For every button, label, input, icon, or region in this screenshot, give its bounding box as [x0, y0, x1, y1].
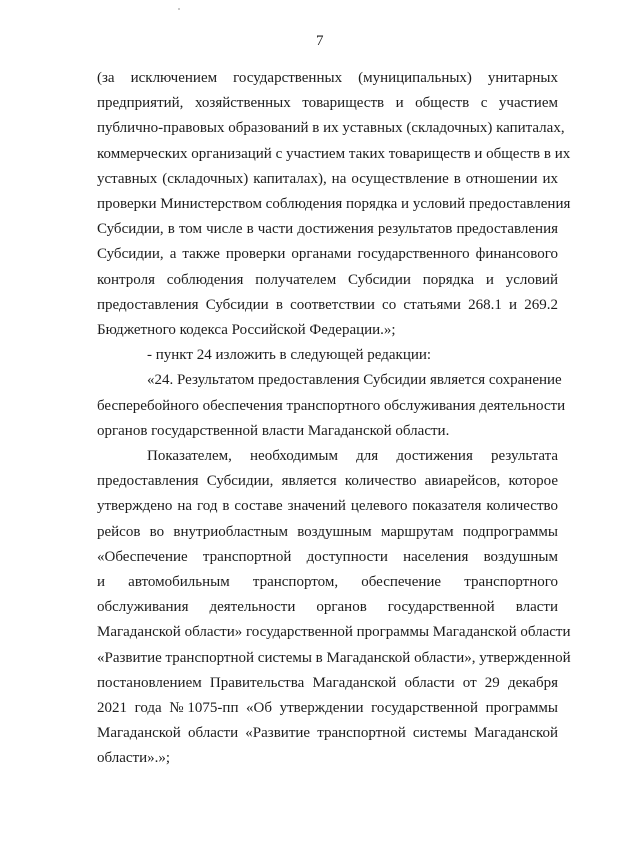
text-line: «Обеспечение транспортной доступности населения воздушным — [97, 548, 558, 565]
text-line: постановлением Правительства Магаданской области от 29 декабря — [97, 674, 558, 691]
paragraph-continuation — [97, 66, 571, 343]
text-line: проверки Министерством соблюдения порядка и условий предоставления — [97, 196, 571, 213]
scan-artifact-dot — [178, 8, 180, 10]
text-line: области».»; — [97, 750, 171, 767]
paragraph-amendment-intro — [97, 343, 558, 368]
text-line: утверждено на год в составе значений целевого показателя количество — [97, 498, 558, 515]
text-line: предоставления Субсидии в соответствии со статьями 268.1 и 269.2 — [97, 296, 558, 313]
text-line: коммерческих организаций с участием таких товариществ и обществ в их — [97, 145, 571, 162]
text-line: и автомобильным транспортом, обеспечение транспортного — [97, 574, 558, 591]
text-line: предприятий, хозяйственных товариществ и обществ с участием — [97, 95, 558, 112]
text-line: Бюджетного кодекса Российской Федерации.»; — [97, 322, 396, 339]
text-line: (за исключением государственных (муниципальных) унитарных — [97, 70, 558, 86]
text-line: уставных (складочных) капиталах), на осуществление в отношении их — [97, 170, 558, 187]
text-line: публично-правовых образований в их уставных (складочных) капиталах, — [97, 120, 565, 137]
text-line: Субсидии, а также проверки органами государственного финансового — [97, 246, 558, 263]
text-line: Магаданской области «Развитие транспортной системы Магаданской — [97, 725, 558, 742]
text-line: органов государственной власти Магаданской области. — [97, 422, 450, 439]
text-line: Магаданской области» государственной программы Магаданской области — [97, 624, 571, 641]
paragraph-indicator — [97, 444, 571, 772]
paragraph-item-24 — [97, 368, 566, 444]
text-line: обслуживания деятельности органов государственной власти — [97, 599, 558, 616]
text-line: «24. Результатом предоставления Субсидии является сохранение — [147, 372, 562, 389]
document-body — [97, 66, 571, 772]
text-line: «Развитие транспортной системы в Магаданской области», утвержденной — [97, 649, 571, 666]
text-line: рейсов во внутриобластным воздушным маршрутам подпрограммы — [97, 523, 558, 540]
text-line: - пункт 24 изложить в следующей редакции: — [147, 347, 432, 364]
text-line: 2021 года №1075-пп «Об утверждении государственной программы — [97, 700, 558, 717]
text-line: бесперебойного обеспечения транспортного обслуживания деятельности — [97, 397, 566, 414]
text-line: Субсидии, в том числе в части достижения результатов предоставления — [97, 221, 558, 238]
text-line: контроля соблюдения получателем Субсидии порядка и условий — [97, 271, 558, 288]
text-line: Показателем, необходимым для достижения результата — [147, 448, 558, 465]
text-line: предоставления Субсидии, является количество авиарейсов, которое — [97, 473, 558, 490]
page-number: 7 — [316, 33, 324, 49]
